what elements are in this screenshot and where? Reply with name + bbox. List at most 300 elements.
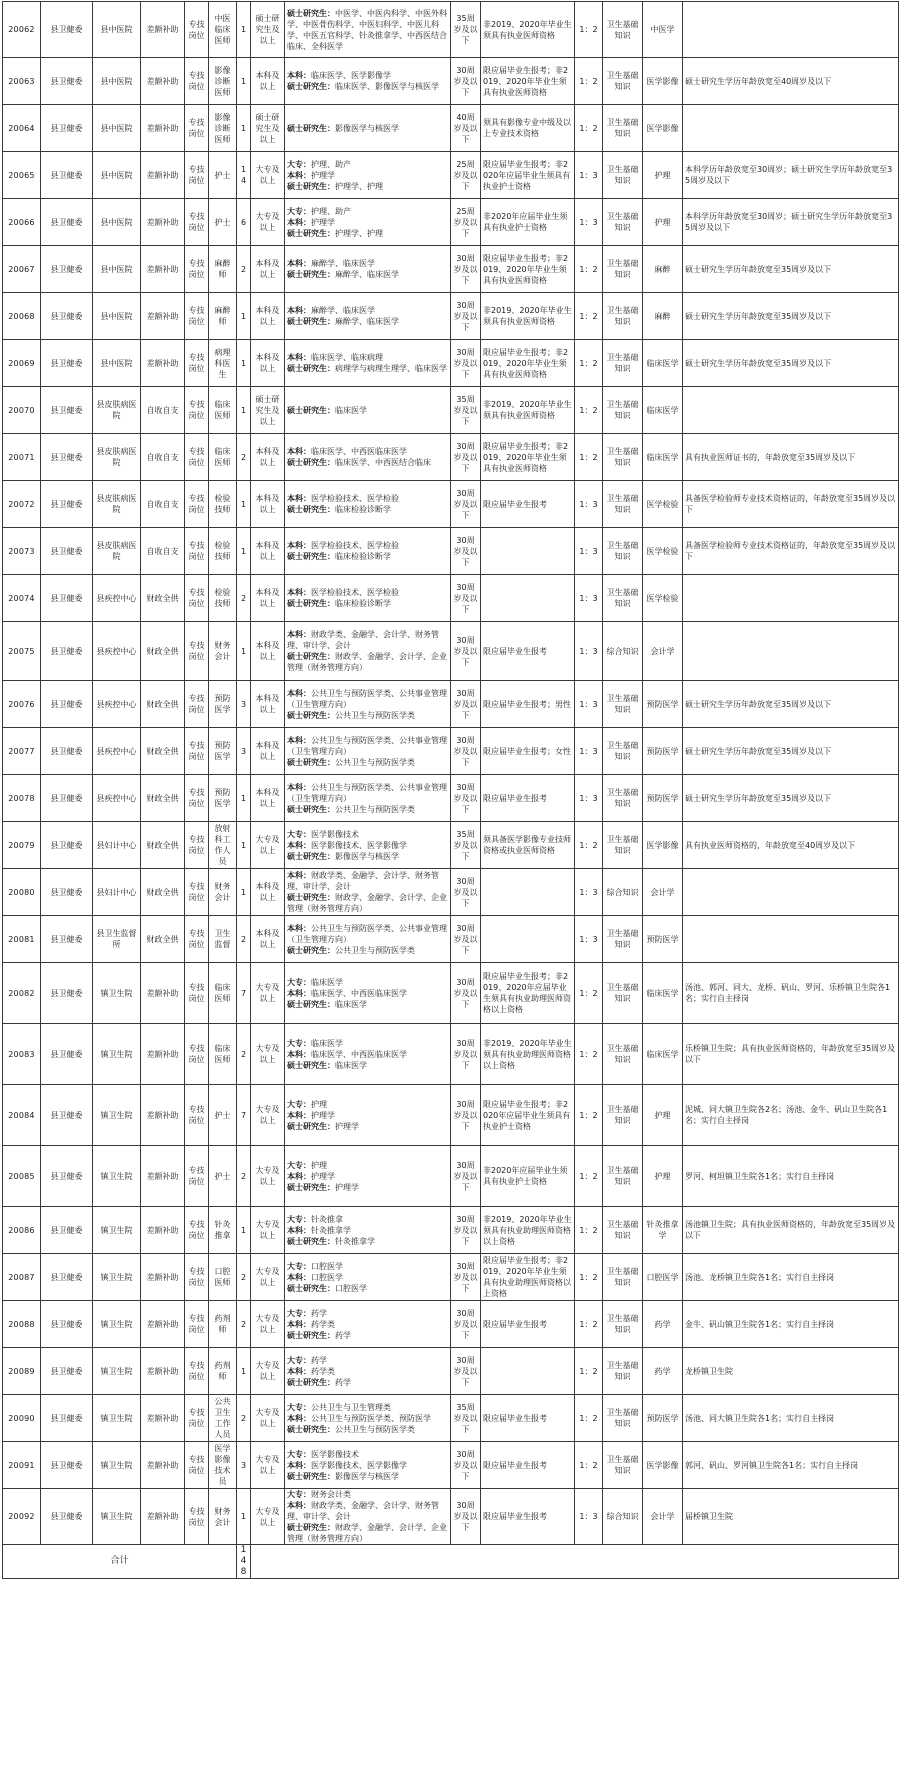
major-line: [287, 710, 448, 721]
major-list: 公共卫生与预防医学类、公共事业管理（卫生管理方向）: [287, 923, 447, 944]
major-line: [287, 316, 448, 327]
major-requirement-cell: [285, 2, 451, 58]
age-limit-cell: 30周岁及以下: [451, 58, 481, 105]
written-exam-cell: 卫生基础知识: [603, 916, 643, 963]
education-cell: 本科及以上: [251, 869, 285, 916]
education-cell: 大专及以上: [251, 1348, 285, 1395]
major-requirement-cell: [285, 481, 451, 528]
major-line: [287, 457, 448, 468]
interview-subject-cell: 药学: [643, 1301, 683, 1348]
table-row: [3, 1254, 899, 1301]
hire-count-cell: 2: [237, 434, 251, 481]
hire-count-cell: 2: [237, 1301, 251, 1348]
major-list: 影像医学与核医学: [335, 851, 399, 861]
major-requirement-cell: [285, 822, 451, 869]
major-line: [287, 1460, 448, 1471]
funding-type-cell: 差额补助: [141, 152, 185, 199]
major-level: 大专：: [287, 1490, 311, 1499]
other-conditions-cell: 限应届毕业生报考；非2019、2020年应届毕业生须具有执业助理医师资格以上资格: [481, 963, 575, 1024]
major-line: [287, 551, 448, 562]
table-row: [3, 916, 899, 963]
recruitment-table: [2, 1, 899, 1579]
major-line: [287, 228, 448, 239]
post-type-cell: 专技岗位: [185, 681, 209, 728]
age-limit-cell: 30周岁及以下: [451, 916, 481, 963]
age-limit-cell: 30周岁及以下: [451, 246, 481, 293]
position-id-cell: 20084: [3, 1085, 41, 1146]
hire-count-cell: 1: [237, 58, 251, 105]
major-line: [287, 540, 448, 551]
department-cell: 县卫健委: [41, 105, 93, 152]
other-conditions-cell: 非2020年应届毕业生须具有执业护士资格: [481, 199, 575, 246]
age-limit-cell: 30周岁及以下: [451, 1024, 481, 1085]
funding-type-cell: 差额补助: [141, 105, 185, 152]
major-list: 财政学、金融学、会计学、企业管理（财务管理方向）: [287, 1523, 447, 1543]
major-level: 大专：: [287, 1038, 311, 1048]
major-list: 药学类: [311, 1366, 335, 1376]
position-id-cell: 20073: [3, 528, 41, 575]
interview-subject-cell: 麻醉: [643, 293, 683, 340]
department-cell: 县卫健委: [41, 293, 93, 340]
education-cell: 大专及以上: [251, 152, 285, 199]
remarks-cell: 硕士研究生学历年龄放宽至40周岁及以下: [683, 58, 899, 105]
funding-type-cell: 差额补助: [141, 1301, 185, 1348]
exam-ratio-cell: 1：2: [575, 1146, 603, 1207]
funding-type-cell: 差额补助: [141, 1348, 185, 1395]
major-list: 医学影像技术、医学影像学: [311, 840, 407, 850]
exam-ratio-cell: 1：3: [575, 575, 603, 622]
total-row: [3, 1545, 899, 1579]
post-type-cell: 专技岗位: [185, 1085, 209, 1146]
position-id-cell: 20069: [3, 340, 41, 387]
major-requirement-cell: [285, 199, 451, 246]
age-limit-cell: 40周岁及以下: [451, 105, 481, 152]
department-cell: 县卫健委: [41, 2, 93, 58]
major-level: 硕士研究生：: [287, 599, 335, 608]
funding-type-cell: 差额补助: [141, 1207, 185, 1254]
hire-count-cell: 2: [237, 246, 251, 293]
education-cell: 本科及以上: [251, 728, 285, 775]
written-exam-cell: 卫生基础知识: [603, 1254, 643, 1301]
age-limit-cell: 30周岁及以下: [451, 1085, 481, 1146]
education-cell: 硕士研究生及以上: [251, 387, 285, 434]
department-cell: 县卫健委: [41, 434, 93, 481]
major-line: [287, 1522, 448, 1544]
employer-unit-cell: 镇卫生院: [93, 1489, 141, 1545]
written-exam-cell: 卫生基础知识: [603, 293, 643, 340]
major-level: 硕士研究生：: [287, 893, 335, 902]
major-level: 硕士研究生：: [287, 123, 335, 133]
age-limit-cell: 30周岁及以下: [451, 1254, 481, 1301]
major-requirement-cell: [285, 1301, 451, 1348]
major-list: 临床医学、影像医学与核医学: [335, 82, 439, 91]
remarks-cell: 汤池镇卫生院；具有执业医师资格的，年龄放宽至35周岁及以下: [683, 1207, 899, 1254]
major-requirement-cell: [285, 340, 451, 387]
other-conditions-cell: 须具备医学影像专业技师资格或执业医师资格: [481, 822, 575, 869]
major-list: 财务会计类: [311, 1490, 351, 1499]
employer-unit-cell: 镇卫生院: [93, 1024, 141, 1085]
major-line: [287, 1402, 448, 1413]
major-line: [287, 305, 448, 316]
other-conditions-cell: 非2019、2020年毕业生须具有执业助理医师资格以上资格: [481, 1207, 575, 1254]
remarks-cell: 汤池、同大镇卫生院各1名；实行自主择岗: [683, 1395, 899, 1442]
other-conditions-cell: [481, 1348, 575, 1395]
major-list: 临床医学、中西医结合临床: [335, 458, 431, 467]
other-conditions-cell: 非2020年应届毕业生须具有执业护士资格: [481, 1146, 575, 1207]
major-level: 大专：: [287, 159, 311, 169]
major-line: [287, 1049, 448, 1060]
major-list: 药学: [335, 1330, 351, 1340]
post-name-cell: 药剂师: [209, 1348, 237, 1395]
hire-count-cell: 1: [237, 622, 251, 681]
written-exam-cell: 卫生基础知识: [603, 1395, 643, 1442]
major-line: [287, 1330, 448, 1341]
post-name-cell: 检验技师: [209, 481, 237, 528]
funding-type-cell: 财政全供: [141, 622, 185, 681]
major-line: [287, 923, 448, 945]
exam-ratio-cell: 1：3: [575, 869, 603, 916]
interview-subject-cell: 中医学: [643, 2, 683, 58]
major-level: 硕士研究生：: [287, 710, 335, 720]
major-list: 临床医学、中西医临床医学: [311, 447, 407, 456]
major-line: [287, 1225, 448, 1236]
major-level: 本科：: [287, 588, 311, 597]
post-name-cell: 影像诊断医师: [209, 105, 237, 152]
other-conditions-cell: 限应届毕业生报考；非2019、2020年毕业生须具有执业医师资格: [481, 340, 575, 387]
major-line: [287, 840, 448, 851]
education-cell: 本科及以上: [251, 481, 285, 528]
position-id-cell: 20075: [3, 622, 41, 681]
age-limit-cell: 30周岁及以下: [451, 775, 481, 822]
remarks-cell: 泥城、同大镇卫生院各2名；汤池、金牛、矾山卫生院各1名；实行自主择岗: [683, 1085, 899, 1146]
hire-count-cell: 1: [237, 1489, 251, 1545]
funding-type-cell: 财政全供: [141, 728, 185, 775]
exam-ratio-cell: 1：2: [575, 963, 603, 1024]
education-cell: 硕士研究生及以上: [251, 105, 285, 152]
major-level: 本科：: [287, 541, 311, 550]
other-conditions-cell: [481, 575, 575, 622]
education-cell: 大专及以上: [251, 963, 285, 1024]
major-level: 硕士研究生：: [287, 1523, 335, 1532]
funding-type-cell: 差额补助: [141, 1442, 185, 1489]
major-list: 药学: [335, 1377, 351, 1387]
major-list: 护理学、护理: [335, 228, 383, 238]
position-id-cell: 20076: [3, 681, 41, 728]
total-label: 合计: [3, 1545, 237, 1579]
department-cell: 县卫健委: [41, 528, 93, 575]
exam-ratio-cell: 1：2: [575, 1024, 603, 1085]
education-cell: 本科及以上: [251, 58, 285, 105]
major-list: 护理、助产: [311, 206, 351, 216]
department-cell: 县卫健委: [41, 1207, 93, 1254]
hire-count-cell: 1: [237, 1207, 251, 1254]
remarks-cell: 乐桥镇卫生院；具有执业医师资格的，年龄放宽至35周岁及以下: [683, 1024, 899, 1085]
written-exam-cell: 卫生基础知识: [603, 1442, 643, 1489]
major-level: 本科：: [287, 1319, 311, 1329]
education-cell: 大专及以上: [251, 1085, 285, 1146]
major-line: [287, 1038, 448, 1049]
funding-type-cell: 自收自支: [141, 481, 185, 528]
written-exam-cell: 综合知识: [603, 622, 643, 681]
major-line: [287, 1099, 448, 1110]
age-limit-cell: 25周岁及以下: [451, 199, 481, 246]
major-level: 本科：: [287, 447, 311, 456]
major-line: [287, 892, 448, 914]
major-level: 硕士研究生：: [287, 364, 335, 373]
position-id-cell: 20062: [3, 2, 41, 58]
post-name-cell: 临床医师: [209, 387, 237, 434]
major-list: 麻醉学、临床医学: [335, 317, 399, 326]
major-level: 本科：: [287, 1272, 311, 1282]
remarks-cell: [683, 105, 899, 152]
major-list: 财政学、金融学、会计学、企业管理（财务管理方向）: [287, 893, 447, 913]
major-list: 药学类: [311, 1319, 335, 1329]
position-id-cell: 20079: [3, 822, 41, 869]
table-row: [3, 575, 899, 622]
other-conditions-cell: 限应届毕业生报考；非2019、2020年毕业生须具有执业医师资格: [481, 434, 575, 481]
major-line: [287, 1471, 448, 1482]
interview-subject-cell: 医学影像: [643, 58, 683, 105]
remarks-cell: [683, 2, 899, 58]
major-line: [287, 352, 448, 363]
exam-ratio-cell: 1：2: [575, 246, 603, 293]
major-list: 公共卫生与预防医学类: [335, 710, 415, 720]
major-level: 大专：: [287, 977, 311, 987]
employer-unit-cell: 县中医院: [93, 246, 141, 293]
written-exam-cell: 卫生基础知识: [603, 1207, 643, 1254]
major-level: 硕士研究生：: [287, 505, 335, 514]
major-requirement-cell: [285, 681, 451, 728]
exam-ratio-cell: 1：2: [575, 1348, 603, 1395]
major-list: 医学影像技术: [311, 829, 359, 839]
major-list: 中医学、中医内科学、中医外科学、中医骨伤科学、中医妇科学、中医儿科学、中医五官科学、针灸推拿学、中西医结合临床、全科医学: [287, 8, 447, 51]
post-name-cell: 护士: [209, 1146, 237, 1207]
major-requirement-cell: [285, 1395, 451, 1442]
major-level: 大专：: [287, 1261, 311, 1271]
table-row: [3, 2, 899, 58]
major-level: 本科：: [287, 217, 311, 227]
major-list: 公共卫生与预防医学类: [335, 945, 415, 955]
major-list: 病理学与病理生理学、临床医学: [335, 364, 447, 373]
major-level: 硕士研究生：: [287, 181, 335, 191]
major-line: [287, 1366, 448, 1377]
interview-subject-cell: 口腔医学: [643, 1254, 683, 1301]
major-requirement-cell: [285, 246, 451, 293]
department-cell: 县卫健委: [41, 622, 93, 681]
major-requirement-cell: [285, 1085, 451, 1146]
major-line: [287, 81, 448, 92]
employer-unit-cell: 县疾控中心: [93, 681, 141, 728]
major-list: 影像医学与核医学: [335, 1471, 399, 1481]
employer-unit-cell: 镇卫生院: [93, 1085, 141, 1146]
age-limit-cell: 30周岁及以下: [451, 1207, 481, 1254]
position-id-cell: 20065: [3, 152, 41, 199]
major-list: 口腔医学: [311, 1272, 343, 1282]
table-row: [3, 105, 899, 152]
interview-subject-cell: 预防医学: [643, 681, 683, 728]
major-level: 硕士研究生：: [287, 228, 335, 238]
employer-unit-cell: 县疾控中心: [93, 728, 141, 775]
age-limit-cell: 30周岁及以下: [451, 1489, 481, 1545]
written-exam-cell: 卫生基础知识: [603, 434, 643, 481]
major-requirement-cell: [285, 434, 451, 481]
position-id-cell: 20089: [3, 1348, 41, 1395]
department-cell: 县卫健委: [41, 575, 93, 622]
major-list: 药学: [311, 1355, 327, 1365]
department-cell: 县卫健委: [41, 1442, 93, 1489]
position-id-cell: 20082: [3, 963, 41, 1024]
major-list: 临床医学: [335, 999, 367, 1009]
major-level: 硕士研究生：: [287, 458, 335, 467]
major-requirement-cell: [285, 575, 451, 622]
interview-subject-cell: 护理: [643, 199, 683, 246]
interview-subject-cell: 针灸推拿学: [643, 1207, 683, 1254]
age-limit-cell: 30周岁及以下: [451, 528, 481, 575]
interview-subject-cell: 护理: [643, 1085, 683, 1146]
hire-count-cell: 7: [237, 1085, 251, 1146]
employer-unit-cell: 镇卫生院: [93, 1348, 141, 1395]
major-requirement-cell: [285, 728, 451, 775]
post-name-cell: 财务会计: [209, 1489, 237, 1545]
position-id-cell: 20092: [3, 1489, 41, 1545]
major-list: 临床医学、中西医临床医学: [311, 988, 407, 998]
age-limit-cell: 30周岁及以下: [451, 869, 481, 916]
post-type-cell: 专技岗位: [185, 1207, 209, 1254]
written-exam-cell: 卫生基础知识: [603, 1146, 643, 1207]
department-cell: 县卫健委: [41, 1395, 93, 1442]
employer-unit-cell: 县皮肤病医院: [93, 528, 141, 575]
other-conditions-cell: 须具有影像专业中级及以上专业技术资格: [481, 105, 575, 152]
major-level: 大专：: [287, 1355, 311, 1365]
major-line: [287, 1236, 448, 1247]
other-conditions-cell: 限应届毕业生报考；非2019、2020年毕业生须具有执业医师资格: [481, 58, 575, 105]
major-line: [287, 851, 448, 862]
written-exam-cell: 卫生基础知识: [603, 1024, 643, 1085]
major-level: 大专：: [287, 1308, 311, 1318]
remarks-cell: 龙桥镇卫生院: [683, 1348, 899, 1395]
major-requirement-cell: [285, 869, 451, 916]
written-exam-cell: 卫生基础知识: [603, 681, 643, 728]
major-requirement-cell: [285, 916, 451, 963]
major-list: 医学检验技术、医学检验: [311, 494, 399, 503]
remarks-cell: 汤池、郭河、同大、龙桥、矾山、罗河、乐桥镇卫生院各1名；实行自主择岗: [683, 963, 899, 1024]
remarks-cell: 本科学历年龄放宽至30周岁；硕士研究生学历年龄放宽至35周岁及以下: [683, 152, 899, 199]
interview-subject-cell: 临床医学: [643, 340, 683, 387]
post-type-cell: 专技岗位: [185, 105, 209, 152]
major-level: 本科：: [287, 630, 311, 639]
major-line: [287, 1355, 448, 1366]
written-exam-cell: 卫生基础知识: [603, 199, 643, 246]
total-blank: [251, 1545, 899, 1579]
written-exam-cell: 综合知识: [603, 1489, 643, 1545]
funding-type-cell: 财政全供: [141, 775, 185, 822]
position-id-cell: 20066: [3, 199, 41, 246]
remarks-cell: 具有执业医师资格的，年龄放宽至40周岁及以下: [683, 822, 899, 869]
major-level: 硕士研究生：: [287, 945, 335, 955]
table-row: [3, 293, 899, 340]
major-line: [287, 258, 448, 269]
employer-unit-cell: 县疾控中心: [93, 575, 141, 622]
hire-count-cell: 1: [237, 1348, 251, 1395]
age-limit-cell: 30周岁及以下: [451, 340, 481, 387]
position-id-cell: 20064: [3, 105, 41, 152]
major-requirement-cell: [285, 1442, 451, 1489]
exam-ratio-cell: 1：2: [575, 2, 603, 58]
post-name-cell: 卫生监督: [209, 916, 237, 963]
interview-subject-cell: 临床医学: [643, 387, 683, 434]
table-row: [3, 152, 899, 199]
age-limit-cell: 30周岁及以下: [451, 622, 481, 681]
written-exam-cell: 卫生基础知识: [603, 105, 643, 152]
major-requirement-cell: [285, 1348, 451, 1395]
education-cell: 本科及以上: [251, 434, 285, 481]
department-cell: 县卫健委: [41, 681, 93, 728]
funding-type-cell: 差额补助: [141, 199, 185, 246]
major-requirement-cell: [285, 152, 451, 199]
department-cell: 县卫健委: [41, 387, 93, 434]
major-level: 本科：: [287, 782, 311, 792]
funding-type-cell: 差额补助: [141, 1489, 185, 1545]
major-line: [287, 870, 448, 892]
employer-unit-cell: 镇卫生院: [93, 963, 141, 1024]
other-conditions-cell: 限应届毕业生报考；非2020年应届毕业生须具有执业护士资格: [481, 1085, 575, 1146]
major-line: [287, 1121, 448, 1132]
interview-subject-cell: 医学影像: [643, 822, 683, 869]
post-type-cell: 专技岗位: [185, 622, 209, 681]
other-conditions-cell: 限应届毕业生报考；非2019、2020年毕业生须具有执业医师资格: [481, 246, 575, 293]
remarks-cell: 本科学历年龄放宽至30周岁；硕士研究生学历年龄放宽至35周岁及以下: [683, 199, 899, 246]
major-requirement-cell: [285, 775, 451, 822]
major-line: [287, 405, 448, 416]
department-cell: 县卫健委: [41, 963, 93, 1024]
funding-type-cell: 财政全供: [141, 681, 185, 728]
major-level: 本科：: [287, 1049, 311, 1059]
post-name-cell: 中医临床医师: [209, 2, 237, 58]
table-row: [3, 728, 899, 775]
hire-count-cell: 1: [237, 481, 251, 528]
other-conditions-cell: [481, 916, 575, 963]
major-list: 财政学类、金融学、会计学、财务管理、审计学、会计: [287, 1501, 439, 1521]
hire-count-cell: 1: [237, 2, 251, 58]
exam-ratio-cell: 1：3: [575, 622, 603, 681]
post-name-cell: 预防医学: [209, 681, 237, 728]
major-line: [287, 206, 448, 217]
major-level: 本科：: [287, 840, 311, 850]
age-limit-cell: 30周岁及以下: [451, 728, 481, 775]
other-conditions-cell: 限应届毕业生报考；女性: [481, 728, 575, 775]
employer-unit-cell: 县中医院: [93, 58, 141, 105]
major-line: [287, 651, 448, 673]
major-level: 硕士研究生：: [287, 1377, 335, 1387]
position-id-cell: 20068: [3, 293, 41, 340]
major-level: 硕士研究生：: [287, 757, 335, 767]
major-list: 医学检验技术、医学检验: [311, 588, 399, 597]
post-type-cell: 专技岗位: [185, 1024, 209, 1085]
education-cell: 本科及以上: [251, 246, 285, 293]
other-conditions-cell: [481, 869, 575, 916]
table-row: [3, 340, 899, 387]
education-cell: 本科及以上: [251, 622, 285, 681]
funding-type-cell: 差额补助: [141, 1395, 185, 1442]
hire-count-cell: 6: [237, 199, 251, 246]
major-requirement-cell: [285, 622, 451, 681]
major-line: [287, 504, 448, 515]
major-requirement-cell: [285, 1489, 451, 1545]
major-line: [287, 217, 448, 228]
major-line: [287, 598, 448, 609]
hire-count-cell: 2: [237, 1146, 251, 1207]
major-level: 大专：: [287, 829, 311, 839]
